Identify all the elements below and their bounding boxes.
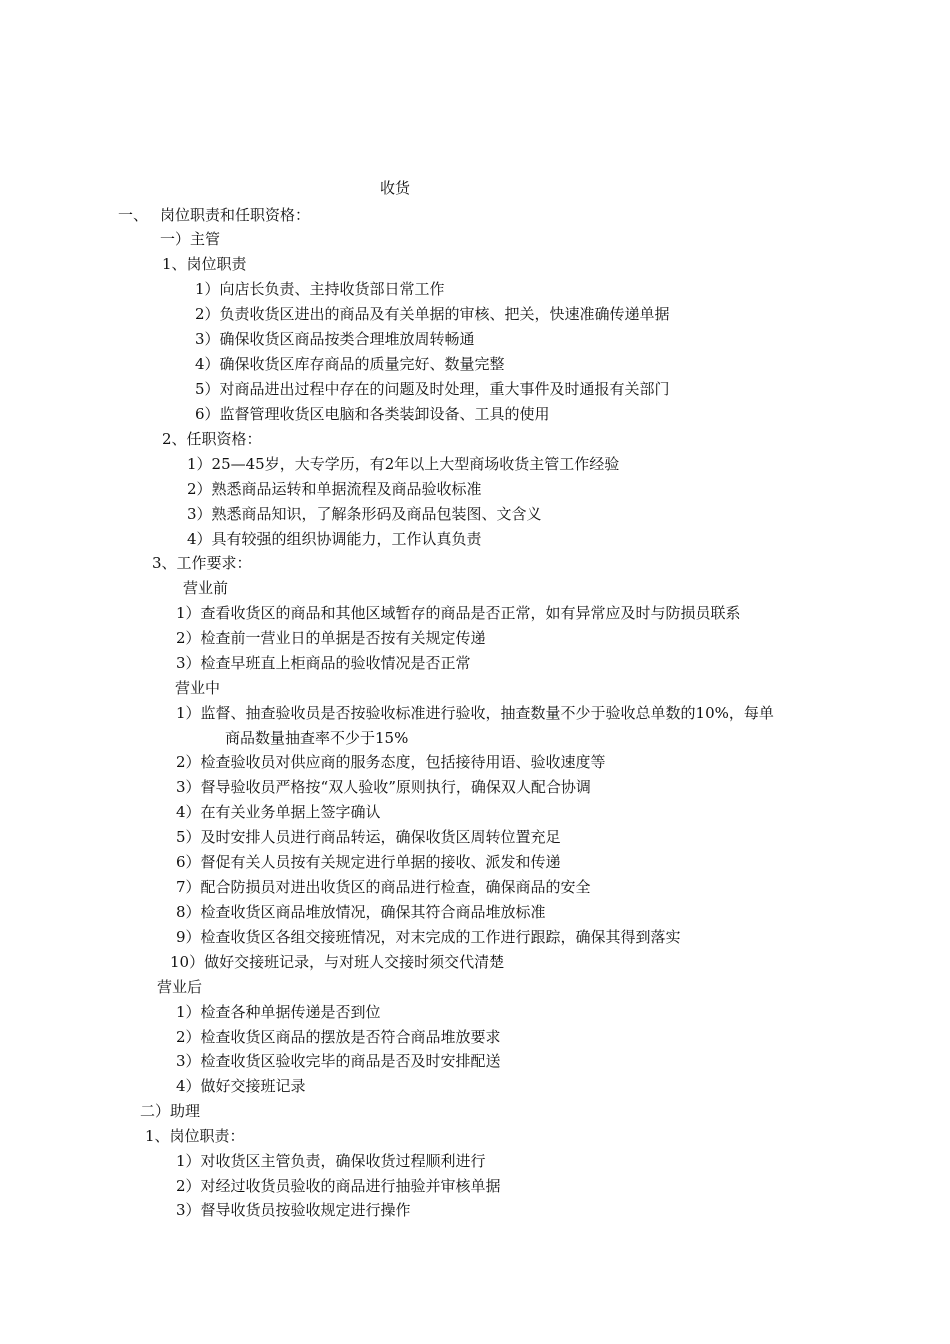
assistant-duty-item: 3）督导收货员按验收规定进行操作	[176, 1201, 411, 1219]
before-business-heading: 营业前	[183, 579, 229, 597]
before-item: 3）检查早班直上柜商品的验收情况是否正常	[176, 654, 471, 672]
after-item: 2）检查收货区商品的摆放是否符合商品堆放要求	[176, 1028, 501, 1046]
section-heading: 岗位职责和任职资格：	[160, 206, 311, 224]
duty-item: 6）监督管理收货区电脑和各类装卸设备、工具的使用	[195, 405, 550, 423]
qualification-item: 1）25—45岁，大专学历，有2年以上大型商场收货主管工作经验	[187, 455, 620, 473]
after-item: 1）检查各种单据传递是否到位	[176, 1003, 381, 1021]
during-item: 1）监督、抽查验收员是否按验收标准进行验收，抽查数量不少于验收总单数的10%，每单	[176, 704, 774, 722]
during-item: 10）做好交接班记录，与对班人交接时须交代清楚	[170, 953, 505, 971]
after-item: 4）做好交接班记录	[176, 1077, 306, 1095]
assistant-duty-item: 2）对经过收货员验收的商品进行抽验并审核单据	[176, 1177, 501, 1195]
after-business-heading: 营业后	[157, 978, 203, 996]
during-item: 8）检查收货区商品堆放情况，确保其符合商品堆放标准	[176, 903, 546, 921]
assistant-duties-heading: 1、岗位职责：	[145, 1127, 245, 1145]
before-item: 1）查看收货区的商品和其他区域暂存的商品是否正常，如有异常应及时与防损员联系	[176, 604, 741, 622]
during-item: 3）督导验收员严格按“双人验收”原则执行，确保双人配合协调	[176, 778, 591, 796]
supervisor-heading: 一）主管	[160, 230, 221, 248]
duty-item: 3）确保收货区商品按类合理堆放周转畅通	[195, 330, 475, 348]
during-business-heading: 营业中	[175, 679, 221, 697]
assistant-heading: 二）助理	[140, 1102, 201, 1120]
during-item: 2）检查验收员对供应商的服务态度，包括接待用语、验收速度等	[176, 753, 606, 771]
during-item-continuation: 商品数量抽查率不少于15%	[225, 729, 409, 747]
during-item: 4）在有关业务单据上签字确认	[176, 803, 381, 821]
during-item: 7）配合防损员对进出收货区的商品进行检查，确保商品的安全	[176, 878, 591, 896]
requirements-heading: 3、工作要求：	[152, 554, 252, 572]
duty-item: 5）对商品进出过程中存在的问题及时处理，重大事件及时通报有关部门	[195, 380, 670, 398]
duty-item: 4）确保收货区库存商品的质量完好、数量完整	[195, 355, 505, 373]
section-number: 一、	[118, 206, 149, 224]
during-item: 5）及时安排人员进行商品转运，确保收货区周转位置充足	[176, 828, 561, 846]
duty-item: 1）向店长负责、主持收货部日常工作	[195, 280, 445, 298]
document-title: 收货	[380, 179, 411, 197]
assistant-duty-item: 1）对收货区主管负责，确保收货过程顺利进行	[176, 1152, 486, 1170]
during-item: 9）检查收货区各组交接班情况，对末完成的工作进行跟踪，确保其得到落实	[176, 928, 681, 946]
during-item: 6）督促有关人员按有关规定进行单据的接收、派发和传递	[176, 853, 561, 871]
duties-heading: 1、岗位职责	[162, 255, 247, 273]
duty-item: 2）负责收货区进出的商品及有关单据的审核、把关，快速准确传递单据	[195, 305, 670, 323]
qualification-item: 2）熟悉商品运转和单据流程及商品验收标准	[187, 480, 482, 498]
qualification-item: 3）熟悉商品知识，了解条形码及商品包装图、文含义	[187, 505, 542, 523]
qualifications-heading: 2、任职资格：	[162, 430, 262, 448]
after-item: 3）检查收货区验收完毕的商品是否及时安排配送	[176, 1052, 501, 1070]
before-item: 2）检查前一营业日的单据是否按有关规定传递	[176, 629, 486, 647]
qualification-item: 4）具有较强的组织协调能力，工作认真负责	[187, 530, 482, 548]
